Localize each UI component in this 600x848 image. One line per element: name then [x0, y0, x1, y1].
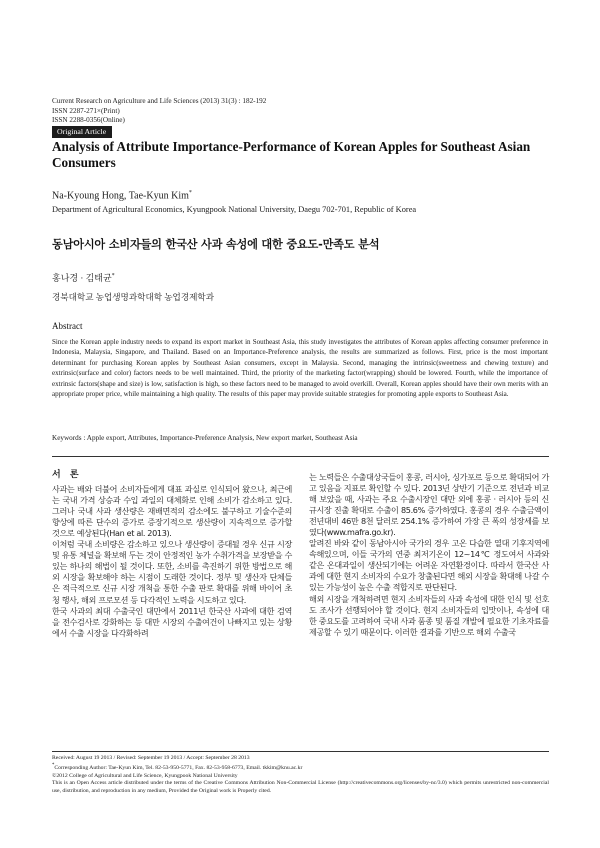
- section-divider: [52, 456, 549, 457]
- footer-corresponding-mark: *: [52, 763, 55, 769]
- left-paragraph-1: 사과는 배와 더불어 소비자들에게 대표 과실로 인식되어 왔으나, 최근에는 국내 가격 상승과 수입 과일의 대체화로 인해 소비가 감소하고 있다. 그러나 국내 사과 생산량은 재배면적의 감소에도 불구하고 기술수준의 향상에 따른 단수의 증가로 증장기적으로 생산량이 지속적으로 증가할 것으로 예상된다(Han et al. 2013).: [52, 484, 292, 539]
- english-author-names: Na-Kyoung Hong, Tae-Kyun Kim: [52, 190, 189, 202]
- korean-affiliation: 경북대학교 농업생명과학대학 농업경제학과: [52, 292, 215, 302]
- section-heading-introduction: 서 론: [52, 470, 82, 480]
- keywords: [52, 434, 548, 442]
- journal-info: [52, 97, 266, 126]
- footer-license: This is an Open Access article distributed under the terms of the Creative Commons Attribution Non-Commercial License (http://creativecommons.org/licenses/by-nc/3.0) which permits unrestricted non-commercial use, distribution, and reproduction in any medium, Provided the Original work is Properly cited.: [52, 780, 549, 794]
- english-authors: [52, 190, 192, 201]
- right-paragraph-2: 알려진 바와 같이 동남아시아 국가의 경우 고온 다습한 열대 기후지역에 속해있으며, 이들 국가의 연중 최저기온이 12~14℃ 정도여서 사과와 같은 온대과일이 생산되기에는 어려운 자연환경이다. 따라서 한국산 사과에 대한 현지 소비자의 수요가 창출된다면 해외 시장을 확대해 나갈 수 있는 가능성이 높은 수출 적합지로 판단된다.: [309, 538, 549, 593]
- body-left-column: [52, 470, 292, 639]
- journal-citation: Current Research on Agriculture and Life Sciences (2013) 31(3) : 182-192: [52, 97, 267, 105]
- body-right-column: [309, 472, 549, 638]
- corresponding-mark: *: [188, 190, 192, 196]
- abstract-heading: Abstract: [52, 321, 83, 331]
- left-paragraph-2: 이처럼 국내 소비량은 감소하고 있으나 생산량이 증대될 경우 신규 시장 및 유통 체널을 확보해 두는 것이 안정적인 농가 수취가격을 보장받을 수 있는 하나의 해법이 될 것이다. 또한, 소비를 촉진하기 위한 방법으로 해외 시장을 확보해야 하는 시점이 도래한 것이다. 정부 및 생산자 단체들은 적극적으로 신규 시장 개척을 통한 수출 판로 확대를 위해 바이어 초청 행사, 해외 프로모션 등 다각적인 노력을 시도하고 있다.: [52, 539, 292, 605]
- footer-copyright: ©2012 College of Agricultural and Life Science, Kyungpook National University: [52, 772, 238, 779]
- korean-authors: [52, 271, 115, 284]
- footer-corresponding-text: Corresponding Author: Tae-Kyun Kim, Tel. 82-53-950-5771, Fax. 82-53-958-6773, Email. tkkim@knu.ac.kr: [54, 765, 303, 772]
- korean-author-names: 홍나경 · 김태균: [52, 273, 112, 283]
- keywords-list: Apple export, Attributes, Importance-Preference Analysis, New export market, Southeast Asia: [86, 434, 358, 442]
- footer-dates: Received: August 19 2013 / Revised: September 19 2013 / Accept: September 28 2013: [52, 755, 250, 761]
- keywords-label: Keywords :: [52, 434, 87, 442]
- issn-online: ISSN 2288-0356(Online): [52, 116, 125, 125]
- issn-print: ISSN 2287-271×(Print): [52, 106, 120, 115]
- footer-corresponding: [52, 762, 549, 772]
- korean-corresponding-mark: *: [111, 273, 115, 279]
- english-affiliation: Department of Agricultural Economics, Kyungpook National University, Daegu 702-701, Republic of Korea: [52, 205, 417, 214]
- english-title: Analysis of Attribute Importance-Performance of Korean Apples for Southeast Asian Consumers: [52, 139, 531, 170]
- footer-divider: [52, 751, 549, 752]
- abstract-text: Since the Korean apple industry needs to expand its export market in Southeast Asia, this study investigates the attributes of Korean apples affecting consumer preference in Indonesia, Malaysia, Singapore, and Thailand. Based on an Importance-Preference analysis, the results are summarized as follows. First, price is the most important determinant for purchasing Korean apples by Southeast Asian consumers, except in Malaysia. Second, managing the intrinsic(sweetness and chewing texture) and extrinsic(surface and color) factors needs to be well maintained. Third, the priority of the marketing factor(wrapping) should be lowered. Fourth, while the importance of extrinsic factors(shape and size) is low, satisfaction is high, so these factors need to be managed to avoid overkill. Overall, Korean apples should have their own merits with an appropriate proper price, while maintaining a high quality. The results of this paper may provide suitable strategies for promoting apple exports to Southeast Asia.: [52, 338, 548, 399]
- right-paragraph-1: 는 노력들은 수출대상국들이 홍콩, 러시아, 싱가포르 등으로 확대되어 가고 있음을 지표로 확인할 수 있다. 2013년 상반기 기준으로 전년과 비교해 보았을 때, 사과는 주요 수출시장인 대만 외에 홍콩 · 러시아 등의 신규시장 진출 확대로 수출이 85.6% 증가하였다. 홍콩의 경우 수출금액이 전년대비 46만 8천 달러로 254.1% 증가하여 가장 큰 폭의 성장세를 보였다(www.mafra.go.kr).: [309, 472, 549, 538]
- right-paragraph-3: 해외 시장을 개척하려면 현지 소비자들의 사과 속성에 대한 인식 및 선호도 조사가 선행되어야 할 것이다. 현지 소비자들의 입맛이나, 속성에 대한 중요도를 고려하여 국내 사과 품종 및 품질 개발에 필요한 기초자료를 제공할 수 있기 때문이다. 이러한 결과를 기반으로 해외 수출국: [309, 593, 549, 637]
- footer-notes: [52, 755, 549, 795]
- korean-title: 동남아시아 소비자들의 한국산 사과 속성에 대한 중요도-만족도 분석: [52, 238, 380, 251]
- left-paragraph-3: 한국 사과의 최대 수출국인 대만에서 2011년 한국산 사과에 대한 검역을 전수검사로 강화하는 등 대만 시장의 수출여건이 나빠지고 있는 상황에서 수출 시장을 다각화하려: [52, 605, 292, 638]
- article-type-badge: Original Article: [52, 126, 112, 138]
